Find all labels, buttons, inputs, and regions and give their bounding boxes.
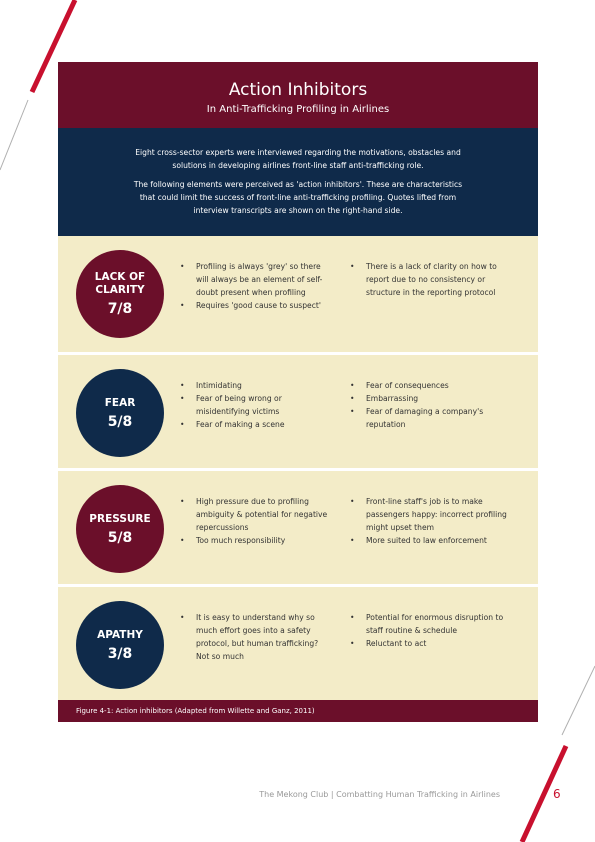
intro-paragraph-2: The following elements were perceived as 'action inhibitors'. These are characteristics that could limit the success of front-line anti-trafficking profiling. Quotes lifted from interview transcripts are shown on the right-hand side. bbox=[133, 180, 463, 215]
inhibitor-badge bbox=[76, 485, 164, 573]
panel-title: Action Inhibitors bbox=[228, 80, 368, 100]
intro-box bbox=[58, 128, 538, 236]
inhibitor-row bbox=[58, 236, 538, 352]
bullet-item: • There is a lack of clarity on how to report due to no consistency or structure in the reporting protocol bbox=[348, 260, 508, 299]
inhibitor-score: 3/8 bbox=[107, 645, 133, 662]
bullet-item: • Fear of making a scene bbox=[178, 418, 328, 431]
inhibitor-score: 5/8 bbox=[107, 529, 133, 546]
inhibitor-row bbox=[58, 468, 538, 584]
inhibitor-score: 7/8 bbox=[107, 301, 133, 317]
left-bullet-list bbox=[178, 379, 328, 431]
inhibitor-badge bbox=[76, 369, 164, 457]
bullet-item: • Front-line staff's job is to make passengers happy: incorrect profiling might upset them bbox=[348, 495, 508, 534]
inhibitor-label-line2: CLARITY bbox=[95, 284, 145, 296]
right-bullet-list bbox=[348, 379, 508, 431]
figure-caption: Figure 4-1: Action inhibitors (Adapted from Willette and Ganz, 2011) bbox=[58, 700, 538, 722]
right-bullet-list bbox=[348, 260, 508, 299]
bullet-item: • Fear of consequences bbox=[348, 379, 508, 392]
bullet-item: • Fear of being wrong or misidentifying victims bbox=[178, 392, 328, 418]
inhibitor-score: 5/8 bbox=[107, 413, 133, 430]
bullet-item: • Fear of damaging a company's reputation bbox=[348, 405, 508, 431]
bullet-item: • Potential for enormous disruption to staff routine & schedule bbox=[348, 611, 508, 637]
inhibitor-label: PRESSURE bbox=[89, 512, 151, 525]
bullet-item: • Intimidating bbox=[178, 379, 328, 392]
footer-text: The Mekong Club | Combatting Human Trafficking in Airlines bbox=[259, 790, 500, 799]
inhibitor-label: APATHY bbox=[97, 628, 143, 641]
inhibitor-badge bbox=[76, 601, 164, 689]
page-number: 6 bbox=[553, 787, 561, 801]
right-bullet-list bbox=[348, 495, 508, 547]
inhibitor-row bbox=[58, 352, 538, 468]
panel-subtitle: In Anti-Trafficking Profiling in Airlines bbox=[206, 104, 390, 115]
inhibitor-label: FEAR bbox=[104, 396, 136, 409]
bullet-item: • High pressure due to profiling ambiguity & potential for negative repercussions bbox=[178, 495, 328, 534]
inhibitor-label: LACK OF bbox=[94, 271, 146, 283]
bullet-item: • It is easy to understand why so much effort goes into a safety protocol, but human trafficking? Not so much bbox=[178, 611, 328, 663]
bullet-item: • Reluctant to act bbox=[348, 637, 508, 650]
left-bullet-list bbox=[178, 495, 328, 547]
bullet-item: • Embarrassing bbox=[348, 392, 508, 405]
bullet-item: • Profiling is always 'grey' so there will always be an element of self-doubt present when profiling bbox=[178, 260, 328, 299]
action-inhibitors-panel bbox=[58, 62, 538, 722]
intro-paragraph-1: Eight cross-sector experts were interviewed regarding the motivations, obstacles and solutions in developing airlines front-line staff anti-trafficking role. bbox=[135, 148, 461, 170]
bullet-item: • Requires 'good cause to suspect' bbox=[178, 299, 328, 312]
bullet-item: • More suited to law enforcement bbox=[348, 534, 508, 547]
inhibitor-badge bbox=[76, 250, 164, 338]
left-bullet-list bbox=[178, 260, 328, 312]
panel-header bbox=[58, 62, 538, 128]
left-bullet-list bbox=[178, 611, 328, 663]
bullet-item: • Too much responsibility bbox=[178, 534, 328, 547]
inhibitor-row bbox=[58, 584, 538, 700]
right-bullet-list bbox=[348, 611, 508, 650]
